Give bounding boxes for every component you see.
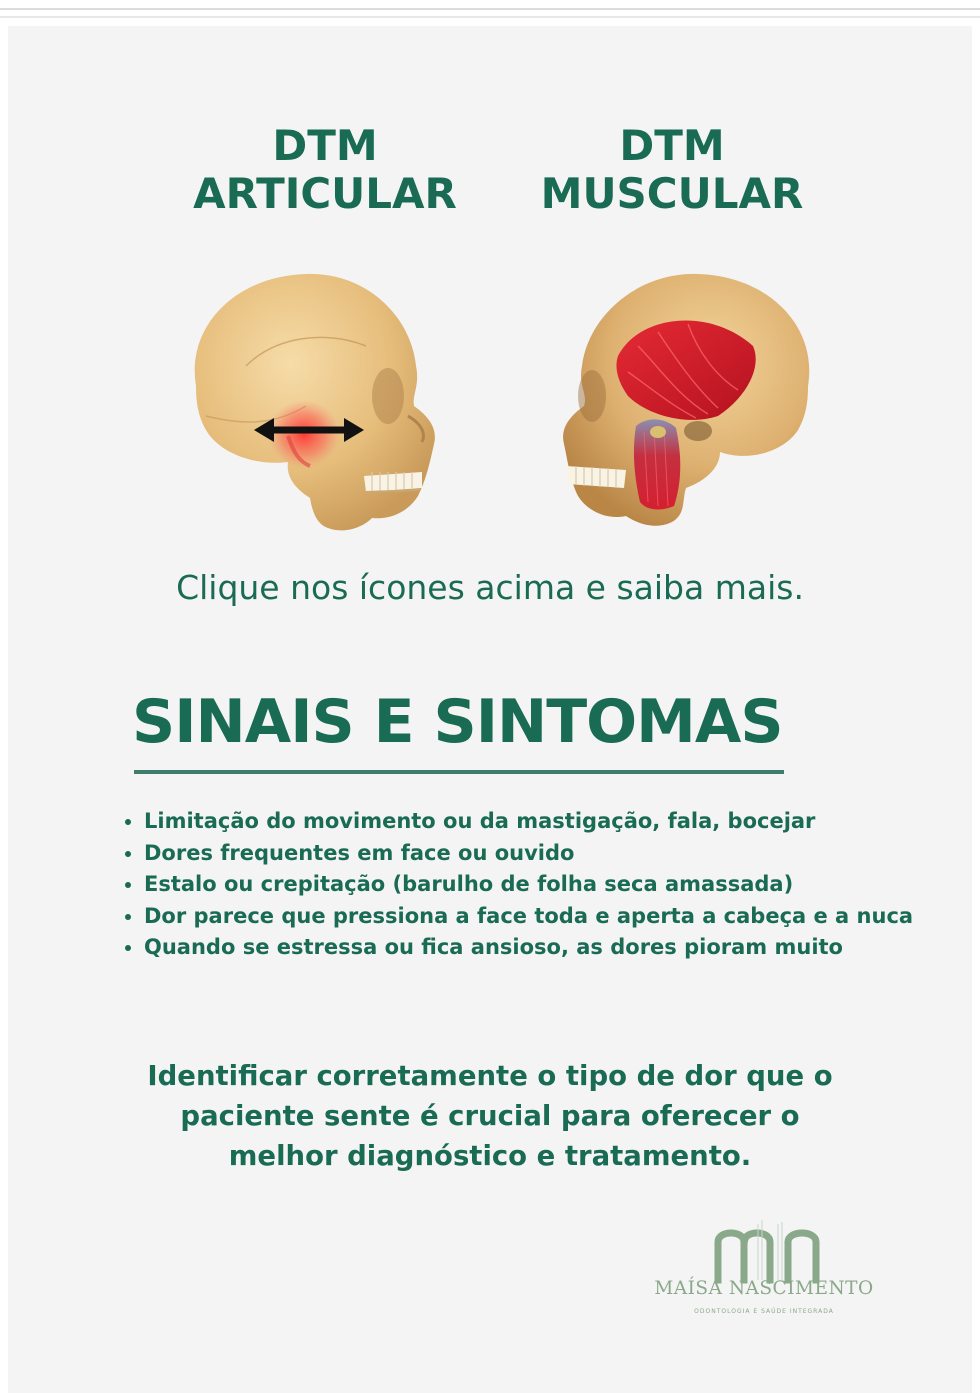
list-item: • Dor parece que pressiona a face toda e aperta a cabeça e a nuca [144, 901, 934, 933]
section-divider [134, 770, 784, 774]
top-bar [0, 0, 980, 26]
closing-line1: Identificar corretamente o tipo de dor que o [147, 1060, 833, 1092]
top-divider-secondary [0, 16, 980, 18]
list-item: • Estalo ou crepitação (barulho de folha seca amassada) [144, 869, 934, 901]
skull-jaw-joint-icon [176, 266, 440, 536]
closing-line3: melhor diagnóstico e tratamento. [228, 1140, 752, 1172]
title-dtm-muscular [512, 122, 832, 218]
skull-muscle-icon [548, 266, 828, 536]
title-muscular-line1: DTM [619, 121, 725, 170]
skull-muscular-link[interactable] [548, 266, 828, 536]
hint-text: Clique nos ícones acima e saiba mais. [176, 568, 804, 607]
brand-tagline: ODONTOLOGIA E SAÚDE INTEGRADA [694, 1308, 834, 1315]
closing-statement [90, 1056, 890, 1176]
section-title: SINAIS E SINTOMAS [132, 687, 783, 757]
title-muscular-line2: MUSCULAR [540, 169, 804, 218]
title-articular-line1: DTM [272, 121, 378, 170]
title-dtm-articular [165, 122, 485, 218]
title-articular-line2: ARTICULAR [193, 169, 457, 218]
top-divider [0, 8, 980, 10]
brand-name: MAÍSA NASCIMENTO [654, 1278, 874, 1299]
brand-logo [648, 1216, 888, 1316]
skull-articular-link[interactable] [176, 266, 440, 536]
monogram-logo-icon [710, 1220, 850, 1284]
symptoms-list [112, 806, 934, 964]
list-item: • Limitação do movimento ou da mastigação, fala, bocejar [144, 806, 934, 838]
content-card [8, 26, 972, 1393]
list-item: • Dores frequentes em face ou ouvido [144, 838, 934, 870]
closing-line2: paciente sente é crucial para oferecer o [180, 1100, 800, 1132]
list-item: • Quando se estressa ou fica ansioso, as dores pioram muito [144, 932, 934, 964]
